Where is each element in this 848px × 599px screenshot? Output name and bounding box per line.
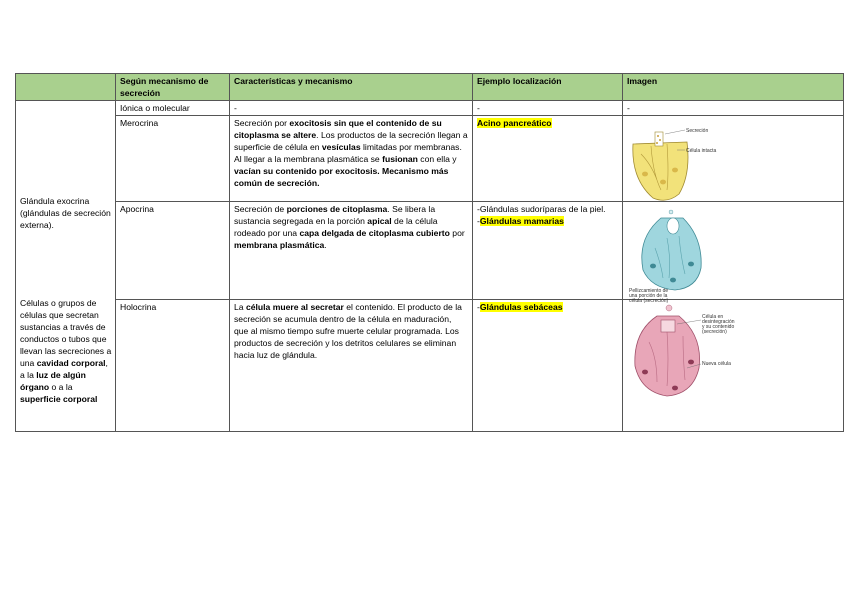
holocrine-label-new-cell: Nueva célula [702,361,731,367]
merocrina-example-highlight: Acino pancreático [477,118,552,128]
merocrina-example [473,116,623,202]
holocrine-label-3: y su contenido [702,324,735,330]
holocrine-gland-illustration [627,302,739,400]
row-holocrina [16,300,844,432]
apocrine-gland-illustration [627,208,737,304]
row-merocrina [16,116,844,202]
apocrina-example [473,202,623,300]
holocrine-label-2: desintegración [702,319,735,325]
holocrina-desc: La célula muere al secretar el contenido. El producto de la secreción se acumula dentro de la célula en maduración, que al mismo tiempo sufre muerte celular programada. Los productos de secreción y los detritos celulares se eliminan hacia luz de glándula. [230,300,473,432]
apocrina-name: Apocrina [116,202,230,300]
secretion-table [15,73,844,432]
ionica-name: Iónica o molecular [116,101,230,116]
gland-description-cell [16,101,116,432]
apocrina-example-2: -Glándulas mamarias [477,216,564,226]
ionica-example: - [473,101,623,116]
ionica-image: - [623,101,844,116]
apocrina-desc: Secreción de porciones de citoplasma. Se libera la sustancia segregada en la porción apical de la célula rodeado por una capa delgada de citoplasma cubierto por membrana plasmática. [230,202,473,300]
merocrina-desc: Secreción por exocitosis sin que el contenido de su citoplasma se altere. Los productos de la secreción llegan a superficie de célula en vesículas limitadas por membranas. Al llegar a la membrana plasmática se fusionan con ella y vacían su contenido por exocitosis. Mecanismo más común de secreción. [230,116,473,202]
row-apocrina [16,202,844,300]
holocrine-label-1: Célula en [702,314,724,320]
holocrine-label-4: (secreción) [702,329,727,335]
header-mechanism: Según mecanismo de secreción [116,74,230,101]
exocrine-label: Glándula exocrina (glándulas de secreción externa). [20,196,111,230]
merocrine-gland-illustration [627,124,737,204]
header-row [16,74,844,101]
header-example: Ejemplo localización [473,74,623,101]
merocrine-label-secretion: Secreción [686,128,709,134]
holocrina-example-highlight: Glándulas sebáceas [479,302,563,312]
apocrine-label-1: Pellizcamiento de [629,288,669,294]
apocrine-label-3: célula (secreción) [629,298,669,304]
header-empty [16,74,116,101]
merocrine-label-intact-cell: Célula intacta [686,148,717,154]
holocrina-image-cell [623,300,844,432]
exocrine-description: Células o grupos de células que secretan sustancias a través de conductos o tubos que llevan las secreciones a una cavidad corporal, a la luz de algún órgano o a la superficie corporal [20,298,112,404]
holocrina-name: Holocrina [116,300,230,432]
apocrine-label-2: una porción de la [629,293,668,299]
header-characteristics: Características y mecanismo [230,74,473,101]
merocrina-name: Merocrina [116,116,230,202]
apocrina-image-cell [623,202,844,304]
apocrina-example-1: -Glándulas sudoríparas de la piel. [477,204,606,214]
ionica-desc: - [230,101,473,116]
merocrina-image-cell [623,116,844,202]
header-image: Imagen [623,74,844,101]
row-ionica [16,101,844,116]
holocrina-example: -Glándulas sebáceas [473,300,623,432]
